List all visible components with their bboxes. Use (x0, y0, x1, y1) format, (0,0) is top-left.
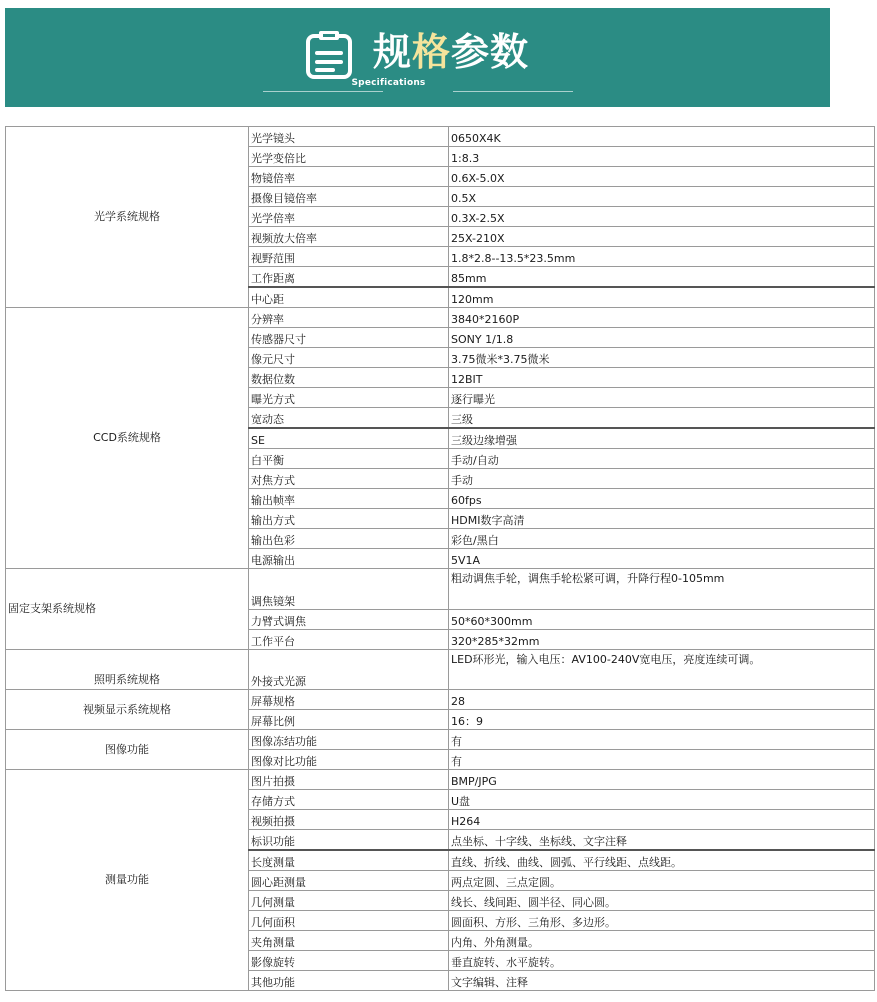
spec-value: H264 (449, 810, 875, 830)
spec-name: 像元尺寸 (249, 348, 449, 368)
spec-name: 图像对比功能 (249, 750, 449, 770)
category-cell: 固定支架系统规格 (6, 569, 249, 650)
spec-name: 电源输出 (249, 549, 449, 569)
spec-row (6, 770, 875, 790)
spec-value: 彩色/黑白 (449, 529, 875, 549)
spec-name: 屏幕规格 (249, 690, 449, 710)
spec-row (6, 569, 875, 610)
spec-value: 16：9 (449, 710, 875, 730)
spec-name: 光学倍率 (249, 207, 449, 227)
spec-value: 3.75微米*3.75微米 (449, 348, 875, 368)
spec-name: 长度测量 (249, 850, 449, 871)
spec-table (5, 126, 875, 991)
spec-name: 物镜倍率 (249, 167, 449, 187)
spec-value: 0650X4K (449, 127, 875, 147)
spec-value: 内角、外角测量。 (449, 931, 875, 951)
title-highlight: 格 (412, 30, 452, 74)
spec-name: 工作距离 (249, 267, 449, 288)
spec-value: 有 (449, 750, 875, 770)
spec-value: 直线、折线、曲线、圆弧、平行线距、点线距。 (449, 850, 875, 871)
category-cell: 照明系统规格 (6, 650, 249, 690)
spec-name: 夹角测量 (249, 931, 449, 951)
spec-value: 120mm (449, 287, 875, 308)
spec-value: 线长、线间距、圆半径、同心圆。 (449, 891, 875, 911)
spec-value: 点坐标、十字线、坐标线、文字注释 (449, 830, 875, 851)
specifications-banner (5, 8, 830, 107)
spec-value: 1.8*2.8--13.5*23.5mm (449, 247, 875, 267)
category-cell: CCD系统规格 (6, 308, 249, 569)
spec-name: 摄像目镜倍率 (249, 187, 449, 207)
spec-name: 力臂式调焦 (249, 610, 449, 630)
spec-value: 50*60*300mm (449, 610, 875, 630)
spec-name: 对焦方式 (249, 469, 449, 489)
spec-row (6, 127, 875, 147)
spec-name: 数据位数 (249, 368, 449, 388)
spec-row (6, 308, 875, 328)
page-title: 规格参数 (373, 30, 530, 74)
spec-value: 28 (449, 690, 875, 710)
spec-value: BMP/JPG (449, 770, 875, 790)
category-cell: 视频显示系统规格 (6, 690, 249, 730)
spec-value: 60fps (449, 489, 875, 509)
spec-value: 5V1A (449, 549, 875, 569)
spec-value: SONY 1/1.8 (449, 328, 875, 348)
spec-value: 85mm (449, 267, 875, 288)
spec-name: 视野范围 (249, 247, 449, 267)
spec-name: 白平衡 (249, 449, 449, 469)
spec-name: 曝光方式 (249, 388, 449, 408)
spec-value: 逐行曝光 (449, 388, 875, 408)
spec-value: 1:8.3 (449, 147, 875, 167)
spec-value: 25X-210X (449, 227, 875, 247)
spec-name: 宽动态 (249, 408, 449, 429)
spec-name: SE (249, 428, 449, 449)
spec-row (6, 650, 875, 690)
spec-value: 0.3X-2.5X (449, 207, 875, 227)
spec-name: 外接式光源 (249, 650, 449, 690)
spec-value: 圆面积、方形、三角形、多边形。 (449, 911, 875, 931)
spec-value: 垂直旋转、水平旋转。 (449, 951, 875, 971)
spec-value: 手动 (449, 469, 875, 489)
category-cell: 测量功能 (6, 770, 249, 991)
spec-value: 320*285*32mm (449, 630, 875, 650)
spec-value: 两点定圆、三点定圆。 (449, 871, 875, 891)
spec-value: U盘 (449, 790, 875, 810)
spec-name: 分辨率 (249, 308, 449, 328)
spec-name: 输出色彩 (249, 529, 449, 549)
spec-value: 三级边缘增强 (449, 428, 875, 449)
spec-name: 屏幕比例 (249, 710, 449, 730)
spec-value: 0.6X-5.0X (449, 167, 875, 187)
spec-name: 中心距 (249, 287, 449, 308)
page-subtitle: Specifications (351, 78, 426, 88)
spec-name: 输出方式 (249, 509, 449, 529)
document-list-icon (303, 28, 355, 80)
subtitle-rule-right (453, 91, 573, 92)
spec-name: 视频放大倍率 (249, 227, 449, 247)
spec-name: 其他功能 (249, 971, 449, 991)
spec-row (6, 730, 875, 750)
spec-value: 文字编辑、注释 (449, 971, 875, 991)
spec-value: HDMI数字高清 (449, 509, 875, 529)
spec-value: 0.5X (449, 187, 875, 207)
spec-value: 3840*2160P (449, 308, 875, 328)
spec-name: 影像旋转 (249, 951, 449, 971)
category-cell: 图像功能 (6, 730, 249, 770)
spec-name: 调焦镜架 (249, 569, 449, 610)
spec-name: 光学变倍比 (249, 147, 449, 167)
spec-name: 视频拍摄 (249, 810, 449, 830)
spec-name: 图像冻结功能 (249, 730, 449, 750)
spec-name: 几何测量 (249, 891, 449, 911)
spec-row (6, 690, 875, 710)
spec-value: 有 (449, 730, 875, 750)
category-cell: 光学系统规格 (6, 127, 249, 308)
spec-value: 手动/自动 (449, 449, 875, 469)
spec-name: 图片拍摄 (249, 770, 449, 790)
spec-name: 存储方式 (249, 790, 449, 810)
spec-name: 标识功能 (249, 830, 449, 851)
spec-value: LED环形光，输入电压：AV100-240V宽电压，亮度连续可调。 (449, 650, 875, 690)
spec-name: 输出帧率 (249, 489, 449, 509)
spec-name: 几何面积 (249, 911, 449, 931)
spec-name: 传感器尺寸 (249, 328, 449, 348)
spec-value: 12BIT (449, 368, 875, 388)
subtitle-rule-left (263, 91, 383, 92)
spec-name: 圆心距测量 (249, 871, 449, 891)
spec-value: 粗动调焦手轮，调焦手轮松紧可调，升降行程0-105mm (449, 569, 875, 610)
spec-name: 光学镜头 (249, 127, 449, 147)
spec-name: 工作平台 (249, 630, 449, 650)
spec-value: 三级 (449, 408, 875, 429)
